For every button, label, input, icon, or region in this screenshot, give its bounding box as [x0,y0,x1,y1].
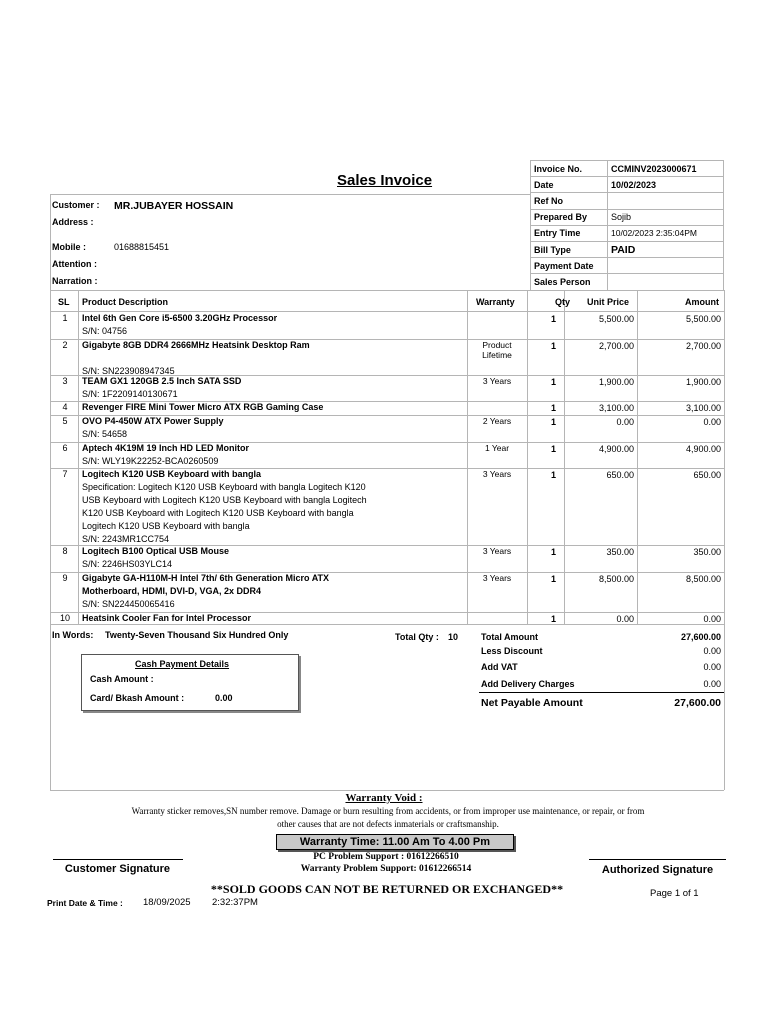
item-sl: 6 [62,443,68,453]
item-qty: 1 [550,574,556,584]
col-sl: SL [58,297,70,307]
card-amount-value: 0.00 [215,693,233,703]
item-warranty: Product Lifetime [482,340,512,360]
item-warranty: 3 Years [482,469,512,479]
no-return-notice: **SOLD GOODS CAN NOT BE RETURNED OR EXCHANGED** [210,882,564,896]
col-warranty: Warranty [476,297,515,307]
in-words-value: Twenty-Seven Thousand Six Hundred Only [105,630,289,640]
item-warranty: 3 Years [482,546,512,556]
meta-label: Prepared By [531,209,608,225]
total-label: Add VAT [481,662,518,672]
item-qty: 1 [550,377,556,387]
item-unit-price: 4,900.00 [598,444,634,454]
item-amount: 0.00 [703,417,721,427]
item-amount: 2,700.00 [685,341,721,351]
item-sl: 10 [59,613,70,623]
customer-signature: Customer Signature [64,863,171,875]
address-label: Address : [52,217,94,227]
meta-row [531,209,724,225]
meta-label: Entry Time [531,225,608,241]
page-info: Page 1 of 1 [650,888,699,899]
item-description [82,572,467,611]
item-name: Gigabyte GA-H110M-H Intel 7th/ 6th Generation Micro ATX [82,573,330,583]
item-sl: 9 [62,573,68,583]
item-qty: 1 [550,470,556,480]
item-unit-price: 0.00 [616,417,634,427]
item-detail-line: S/N: 54658 [82,429,128,439]
meta-value [608,193,724,209]
col-unit-price: Unit Price [587,297,630,307]
item-detail-line: S/N: SN223908947345 [82,366,175,376]
meta-value: 10/02/2023 [608,177,724,193]
cash-payment-box [81,654,299,711]
item-qty: 1 [550,547,556,557]
net-payable-value: 27,600.00 [674,697,721,709]
item-name-cont: Motherboard, HDMI, DVI-D, VGA, 2x DDR4 [82,586,262,596]
item-unit-price: 2,700.00 [598,341,634,351]
total-label: Less Discount [481,646,543,656]
item-name: OVO P4-450W ATX Power Supply [82,416,224,426]
item-detail-line: S/N: 2246HS03YLC14 [82,559,173,569]
mobile-value: 01688815451 [114,242,170,252]
cash-amount-label: Cash Amount : [90,674,154,684]
authorized-signature: Authorized Signature [601,864,714,876]
item-description [82,545,467,571]
item-description [82,442,467,468]
item-description [82,339,467,378]
warranty-void-title: Warranty Void : [345,792,423,804]
item-sl: 8 [62,546,68,556]
item-description [82,312,467,338]
meta-value [608,258,724,274]
meta-value: Sojib [608,209,724,225]
warranty-void-line2: other causes that are not defects inmaterials or craftsmanship. [277,819,499,829]
item-qty: 1 [550,614,556,624]
item-unit-price: 0.00 [616,614,634,624]
customer-name: MR.JUBAYER HOSSAIN [114,200,234,212]
item-name: Aptech 4K19M 19 Inch HD LED Monitor [82,443,250,453]
item-name: Logitech K120 USB Keyboard with bangla [82,469,262,479]
print-label: Print Date & Time : [47,898,123,908]
item-qty: 1 [550,314,556,324]
warranty-support: Warranty Problem Support: 01612266514 [300,864,472,874]
item-unit-price: 8,500.00 [598,574,634,584]
item-warranty: 3 Years [482,573,512,583]
item-detail-line: S/N: 04756 [82,326,128,336]
item-name: Heatsink Cooler Fan for Intel Processor [82,613,252,623]
col-amount: Amount [685,297,719,307]
item-amount: 1,900.00 [685,377,721,387]
item-sl: 4 [62,402,68,412]
item-warranty: 1 Year [484,443,510,453]
item-sl: 5 [62,416,68,426]
card-amount-label: Card/ Bkash Amount : [90,693,185,703]
meta-value [608,274,724,290]
item-sl: 7 [62,469,68,479]
item-name: TEAM GX1 120GB 2.5 Inch SATA SSD [82,376,242,386]
total-value: 0.00 [703,679,721,689]
meta-row [531,258,724,274]
item-detail-line: S/N: WLY19K22252-BCA0260509 [82,456,219,466]
item-detail-line [82,352,467,365]
item-warranty: 3 Years [482,376,512,386]
print-time: 2:32:37PM [212,897,258,908]
warranty-time-box: Warranty Time: 11.00 Am To 4.00 Pm [276,834,514,850]
meta-label: Bill Type [531,241,608,257]
item-unit-price: 350.00 [606,547,634,557]
item-name: Gigabyte 8GB DDR4 2666MHz Heatsink Desktop Ram [82,340,310,350]
total-qty-value: 10 [448,632,459,642]
item-detail-line: Logitech K120 USB Keyboard with bangla [82,521,250,531]
meta-label: Ref No [531,193,608,209]
item-name: Logitech B100 Optical USB Mouse [82,546,230,556]
print-date: 18/09/2025 [143,897,191,908]
meta-value: 10/02/2023 2:35:04PM [608,225,724,241]
meta-label: Payment Date [531,258,608,274]
item-detail-line: Specification: Logitech K120 USB Keyboard with bangla Logitech K120 [82,482,366,492]
item-description [82,375,467,401]
meta-label: Date [531,177,608,193]
item-amount: 5,500.00 [685,314,721,324]
total-value: 0.00 [703,662,721,672]
total-label: Add Delivery Charges [481,679,575,689]
meta-row [531,193,724,209]
item-detail-line: S/N: 2243MR1CC754 [82,534,170,544]
item-amount: 350.00 [693,547,721,557]
item-name: Revenger FIRE Mini Tower Micro ATX RGB Gaming Case [82,402,324,412]
meta-row [531,241,724,257]
item-detail-line: K120 USB Keyboard with Logitech K120 USB Keyboard with bangla [82,508,354,518]
total-value: 0.00 [703,646,721,656]
item-sl: 2 [62,340,68,350]
item-description [82,401,467,414]
item-name: Intel 6th Gen Core i5-6500 3.20GHz Processor [82,313,278,323]
item-qty: 1 [550,444,556,454]
invoice-title: Sales Invoice [337,172,433,189]
meta-label: Sales Person [531,274,608,290]
warranty-void-line1: Warranty sticker removes,SN number remove. Damage or burn resulting from accidents, or from improper use maintenance, or repair, or from [131,806,645,816]
total-label: Total Amount [481,632,538,642]
meta-row [531,225,724,241]
item-unit-price: 650.00 [606,470,634,480]
item-sl: 3 [62,376,68,386]
item-description [82,468,467,546]
item-unit-price: 3,100.00 [598,403,634,413]
total-value: 27,600.00 [680,632,721,642]
cash-payment-title: Cash Payment Details [135,659,230,669]
meta-row [531,161,724,177]
net-payable-label: Net Payable Amount [481,697,583,709]
total-qty-label: Total Qty : [395,632,439,642]
item-sl: 1 [62,313,68,323]
narration-label: Narration : [52,276,98,286]
meta-label: Invoice No. [531,161,608,177]
item-detail-line: S/N: 1F2209140130671 [82,389,178,399]
col-qty: Qty [555,297,571,307]
col-description: Product Description [82,297,169,307]
item-qty: 1 [550,417,556,427]
item-detail-line: USB Keyboard with Logitech K120 USB Keyboard with bangla Logitech [82,495,367,505]
customer-label: Customer : [52,200,100,210]
meta-value: PAID [608,241,724,257]
item-amount: 8,500.00 [685,574,721,584]
item-description [82,415,467,441]
mobile-label: Mobile : [52,242,86,252]
meta-row [531,177,724,193]
item-unit-price: 1,900.00 [598,377,634,387]
invoice-meta-table [530,160,724,291]
meta-row [531,274,724,290]
attention-label: Attention : [52,259,97,269]
item-amount: 4,900.00 [685,444,721,454]
in-words-label: In Words: [52,630,94,640]
item-amount: 650.00 [693,470,721,480]
item-warranty: 2 Years [482,416,512,426]
item-unit-price: 5,500.00 [598,314,634,324]
item-amount: 3,100.00 [685,403,721,413]
item-qty: 1 [550,341,556,351]
item-amount: 0.00 [703,614,721,624]
pc-support: PC Problem Support : 01612266510 [313,852,459,862]
item-detail-line: S/N: SN224450065416 [82,599,175,609]
item-qty: 1 [550,403,556,413]
meta-value: CCMINV2023000671 [608,161,724,177]
